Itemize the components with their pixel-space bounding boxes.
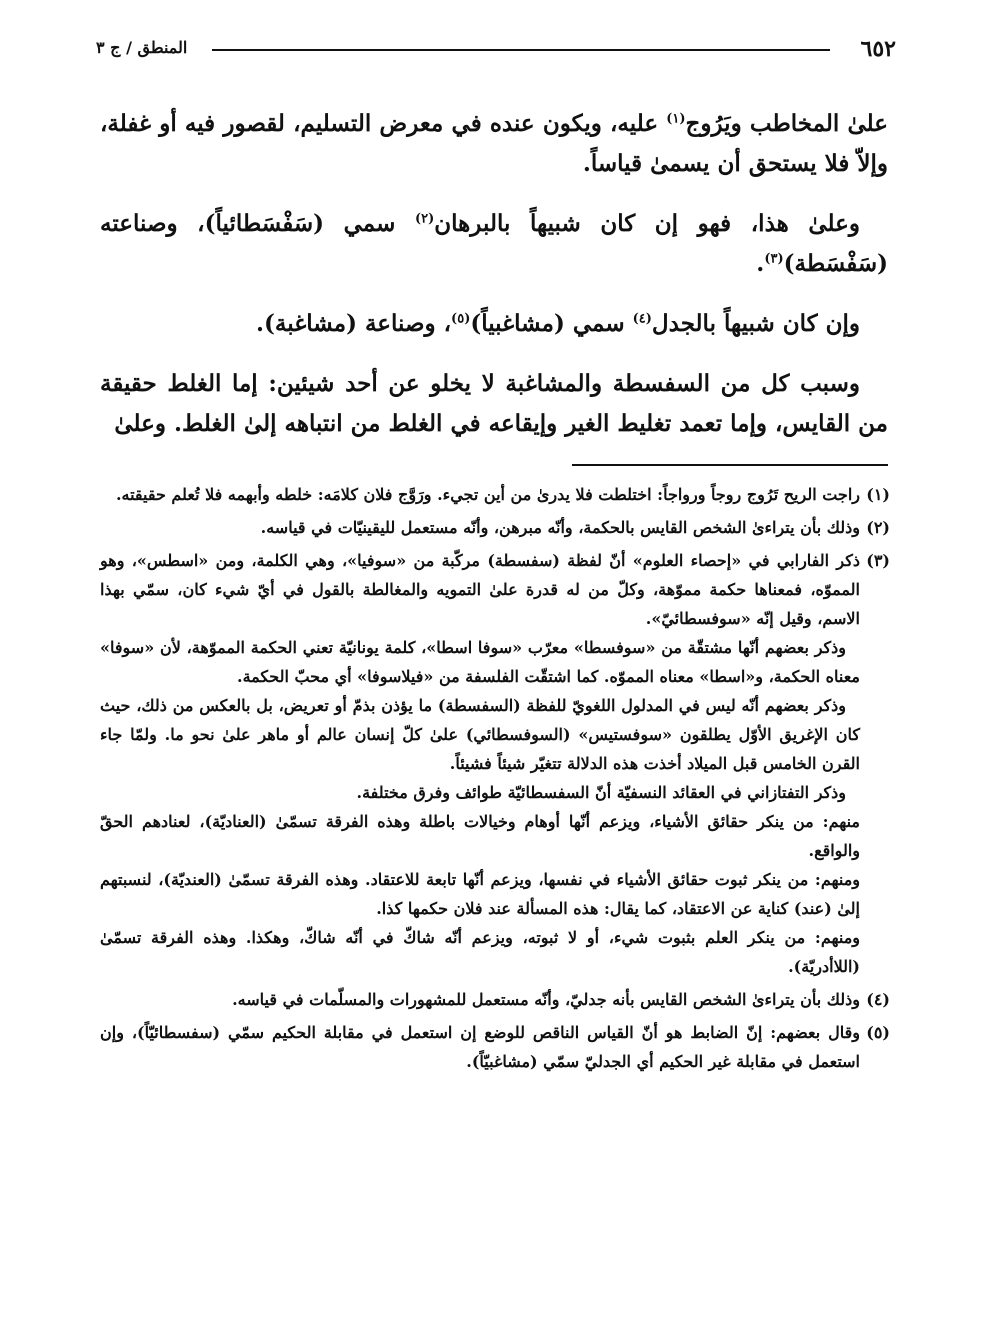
footnote-item (100, 865, 860, 923)
item-lead: ومنهم (820, 928, 860, 947)
running-title: المنطق / ج ٣ (96, 38, 188, 57)
footnote-number: (٢) (866, 518, 890, 537)
text-run: وإن كان شبيهاً بالجدل (651, 310, 860, 337)
item-lead: منهم (828, 812, 860, 831)
footnote-text: وذلك بأن يتراءىٰ الشخص القايس بأنه جدليّ، وأنّه مستعمل للمشهورات والمسلّمات في قياسه. (232, 990, 860, 1009)
running-header (96, 36, 896, 66)
footnote-1 (100, 480, 890, 509)
footnote-separator (572, 464, 888, 466)
footnote-text: وذكر بعضهم أنّها مشتقّة من «سوفسطا» معرّب «سوفا اسطا»، كلمة يونانيّة تعني الحكمة المموّهة، لأن «سوفا» معناه الحكمة، و«اسطا» معناه المموّه. كما اشتقّت الفلسفة من «فيلاسوفا» أي محبّ الحكمة. (100, 638, 860, 686)
footnote-number: (٥) (866, 1023, 890, 1042)
text-run: عليه، ويكون عنده في معرض التسليم، لقصور فيه أو غفلة، وإلاّ فلا يستحق أن يسمىٰ قياساً. (100, 110, 888, 177)
footnote-number: (٤) (866, 990, 890, 1009)
footnote-number: (١) (866, 485, 890, 504)
footnote-ref[interactable]: (٤) (632, 311, 652, 327)
footnote-item (100, 807, 860, 865)
text-run: علىٰ المخاطب ويَرُوج (685, 110, 888, 137)
footnote-5 (100, 1018, 890, 1076)
footnote-text: وذكر بعضهم أنّه ليس في المدلول اللغويّ للفظة (السفسطة) ما يؤذن بذمّ أو تعريض، بل بالعكس من ذلك، حيث كان الإغريق الأوّل يطلقون «سوفستيس» (السوفسطائي) علىٰ كلّ إنسان عالم أو ماهر علىٰ نحو ما. ولمّا جاء القرن الخامس قبل الميلاد أخذت هذه الدلالة تتغيّر شيئاً فشيئاً. (100, 696, 860, 773)
main-text (100, 104, 888, 464)
text-run: ، وصناعة (مشاغبة). (256, 310, 452, 337)
footnote-text: وذلك بأن يتراءىٰ الشخص القايس بالحكمة، وأنّه مبرهن، وأنّه مستعمل لليقينيّات في قياسه. (260, 518, 860, 537)
footnote-text: وقال بعضهم: إنّ الضابط هو أنّ القياس الناقص للوضع إن استعمل في مقابلة الحكيم سمّي (سفسطائيّاً)، وإن استعمل في مقابلة غير الحكيم أي الجدليّ سمّي (مشاغبيّاً). (100, 1023, 860, 1071)
footnote-ref[interactable]: (١) (666, 111, 686, 127)
text-run: سمي (سَفْسَطائياً)، وصناعته (سَفْسَطة) (100, 210, 888, 277)
header-rule (212, 49, 830, 51)
item-text: : من ينكر العلم بثبوت شيء، أو لا ثبوته، ويزعم أنّه شاكّ في أنّه شاكّ، وهكذا. وهذه الفرقة تسمّىٰ (اللاأدريّة). (100, 928, 860, 976)
footnote-4 (100, 985, 890, 1014)
footnote-item (100, 923, 860, 981)
paragraph-2 (100, 204, 888, 284)
paragraph-3 (100, 304, 888, 344)
text-run: سمي (مشاغبياً) (470, 310, 633, 337)
footnote-text: راجت الريح تَرُوج روجاً ورواجاً: اختلطت فلا يدرىٰ من أين تجيء. ورَوَّج فلان كلامَه: خلطه وأبهمه فلا تُعلم حقيقته. (115, 485, 860, 504)
footnote-2 (100, 513, 890, 542)
text-run: . (756, 250, 765, 277)
item-lead: ومنهم (820, 870, 860, 889)
page-number: ٦٥٢ (860, 36, 896, 62)
paragraph-1 (100, 104, 888, 184)
footnote-3 (100, 546, 890, 981)
footnotes (100, 480, 890, 1080)
footnote-ref[interactable]: (٥) (451, 311, 471, 327)
footnote-text: ذكر الفارابي في «إحصاء العلوم» أنّ لفظة (سفسطة) مركّبة من «سوفيا»، وهي الكلمة، ومن «اسطس»، وهو المموّه، فمعناها حكمة مموّهة، وكلّ من له قدرة علىٰ التمويه والمغالطة بالقول في أيّ شيء كان، سمّي بهذا الاسم، وقيل إنّه «سوفسطائيّ». (100, 551, 860, 628)
footnote-ref[interactable]: (٣) (764, 251, 784, 267)
text-run: وعلىٰ هذا، فهو إن كان شبيهاً بالبرهان (434, 210, 860, 237)
footnote-number: (٣) (866, 551, 890, 570)
item-text: : من ينكر ثبوت حقائق الأشياء في نفسها، ويزعم أنّها تابعة للاعتقاد. وهذه الفرقة تسمّىٰ (العنديّة)، لنسبتهم إلىٰ (عند) كناية عن الاعتقاد، كما يقال: هذه المسألة عند فلان حكمها كذا. (100, 870, 860, 918)
paragraph-4: وسبب كل من السفسطة والمشاغبة لا يخلو عن أحد شيئين: إما الغلط حقيقة من القايس، وإما تعمد تغليط الغير وإيقاعه في الغلط من انتباهه إلىٰ الغلط. وعلىٰ (100, 370, 888, 437)
footnote-ref[interactable]: (٢) (414, 211, 435, 227)
footnote-text: وذكر التفتازاني في العقائد النسفيّة أنّ السفسطائيّة طوائف وفرق مختلفة. (356, 783, 846, 802)
item-text: : من ينكر حقائق الأشياء، ويزعم أنّها أوهام وخيالات باطلة وهذه الفرقة تسمّىٰ (العناديّة)، لعنادهم الحقّ والواقع. (100, 812, 860, 860)
